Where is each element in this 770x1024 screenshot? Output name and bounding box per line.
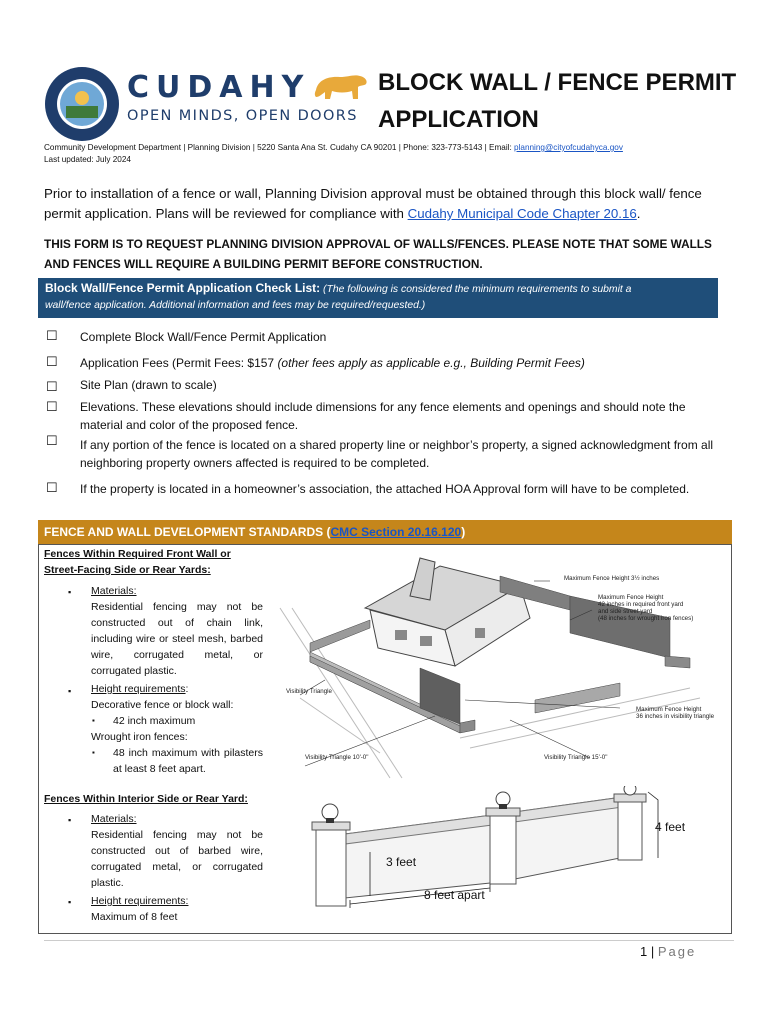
- sub-bullet-decorative: ▪: [92, 716, 95, 725]
- bullet-interior-materials: ▪: [68, 815, 72, 825]
- page-word: Page: [657, 944, 697, 959]
- page-number: [640, 944, 696, 959]
- checklist-subtitle-b: wall/fence application. Additional information and fees may be required/requested.): [45, 300, 426, 311]
- logo-wordmark: CUDAHY: [127, 70, 311, 105]
- label-vis-15: Visibility Triangle 15'-0": [544, 754, 608, 761]
- front-height-label-line: [91, 681, 263, 697]
- city-seal-logo: [44, 66, 120, 142]
- checklist-item-6: If the property is located in a homeowner’s association, the attached HOA Approval form will have to be completed.: [80, 482, 690, 496]
- decorative-label: Decorative fence or block wall:: [91, 699, 234, 711]
- label-max-front-d: (48 inches for wrought iron fences): [598, 615, 694, 622]
- label-max-vis-a: Maximum Fence Height: [636, 706, 702, 713]
- checklist-title: Block Wall/Fence Permit Application Check List:: [45, 281, 321, 295]
- bullet-interior-height: ▪: [68, 897, 72, 907]
- checklist-item-1: Complete Block Wall/Fence Permit Application: [80, 330, 327, 344]
- house-drawing: [365, 558, 530, 666]
- pilaster-right: [614, 786, 646, 860]
- label-vis-10: Visibility Triangle 10'-0": [305, 754, 369, 761]
- label-3-feet: 3 feet: [386, 855, 417, 869]
- footer-rule: [44, 940, 734, 941]
- checklist-item-5: If any portion of the fence is located on a shared property line or neighbor’s property, a signed acknowledgment from all neighboring property owners affected is required to be completed.: [80, 438, 714, 470]
- label-max-front-a: Maximum Fence Height: [598, 594, 664, 601]
- cmc-section-link[interactable]: CMC Section 20.16.120: [330, 525, 462, 539]
- sub-bullet-wrought: ▪: [92, 748, 95, 757]
- checklist-subtitle-a: (The following is considered the minimum requirements to submit a: [320, 284, 632, 295]
- bullet-height: ▪: [68, 686, 72, 696]
- checklist-title-line: [45, 281, 631, 295]
- label-max-vis-b: 36 inches in visibility triangle: [636, 713, 715, 720]
- municipal-code-link[interactable]: Cudahy Municipal Code Chapter 20.16: [407, 206, 637, 221]
- fence-height-diagram: [270, 548, 730, 786]
- bear-icon: [312, 70, 370, 104]
- checkbox-6[interactable]: ☐: [46, 480, 58, 495]
- front-materials-label: Materials:: [91, 585, 137, 597]
- bullet-materials: ▪: [68, 587, 72, 597]
- standards-title-text: FENCE AND WALL DEVELOPMENT STANDARDS (: [44, 525, 331, 539]
- wrought-max: 48 inch maximum with pilasters at least 8 feet apart.: [113, 747, 263, 775]
- standards-title: [44, 525, 465, 539]
- email-link[interactable]: planning@cityofcudahyca.gov: [514, 143, 623, 152]
- checklist-item-2-note: (other fees apply as applicable e.g., Building Permit Fees): [277, 356, 585, 370]
- checklist-item-2: [80, 354, 720, 372]
- standards-banner: [38, 520, 732, 544]
- wall-pilaster-diagram: [300, 786, 690, 916]
- decorative-max: 42 inch maximum: [113, 715, 196, 727]
- checklist-item-4: Elevations. These elevations should include dimensions for any fence elements and openings and should note the material and color of the proposed fence.: [80, 400, 686, 432]
- checklist-banner: [38, 278, 718, 318]
- notice-paragraph: THIS FORM IS TO REQUEST PLANNING DIVISION APPROVAL OF WALLS/FENCES. PLEASE NOTE THAT SOME WALLS AND FENCES WILL REQUIRE A BUILDING PERMIT BEFORE CONSTRUCTION.: [44, 237, 712, 271]
- label-max-height: Maximum Fence Height 3½ inches: [564, 575, 660, 582]
- page-title-line2: APPLICATION: [378, 106, 539, 133]
- checkbox-1[interactable]: ☐: [46, 328, 58, 343]
- front-materials-text: Residential fencing may not be constructed out of chain link, including wire or steel mesh, barbed wire, corrugated metal, or corrugated plastic.: [91, 601, 263, 677]
- front-yard-heading-2: Street-Facing Side or Rear Yards:: [44, 564, 211, 576]
- contact-text: Community Development Department | Planning Division | 5220 Santa Ana St. Cudahy CA 90201 | Phone: 323-773-5143 | Email:: [44, 143, 515, 152]
- interior-materials-label: Materials:: [91, 813, 137, 825]
- label-max-front-c: and side street yard: [598, 608, 653, 615]
- interior-yard-heading: Fences Within Interior Side or Rear Yard:: [44, 793, 248, 805]
- front-height-colon: :: [185, 683, 189, 695]
- intro-paragraph: [44, 184, 734, 224]
- interior-height-text: Maximum of 8 feet: [91, 911, 178, 923]
- intro-end: .: [636, 206, 641, 221]
- page-sep: |: [647, 944, 658, 959]
- label-vis-triangle: Visibility Triangle: [286, 688, 332, 695]
- checkbox-3[interactable]: ☐: [46, 379, 58, 394]
- interior-materials-text: Residential fencing may not be constructed out of barbed wire, corrugated metal, or corrugated plastic.: [91, 829, 263, 889]
- checklist-item-3: Site Plan (drawn to scale): [80, 378, 217, 392]
- page-title-line1: BLOCK WALL / FENCE PERMIT: [378, 69, 737, 96]
- pilaster-left: [312, 804, 350, 906]
- standards-title-end: ): [461, 525, 466, 539]
- page-num: 1: [640, 944, 648, 959]
- label-4-feet: 4 feet: [655, 820, 686, 834]
- checklist-item-2-text: Application Fees (Permit Fees: $157: [80, 356, 278, 370]
- front-height-label: Height requirements: [91, 683, 186, 695]
- interior-height-label: Height requirements:: [91, 895, 189, 907]
- label-8-feet-apart: 8 feet apart: [424, 888, 485, 902]
- intro-text: Prior to installation of a fence or wall, Planning Division approval must be obtained through this block wall/ fence permit application. Plans will be reviewed for compliance with: [44, 186, 702, 221]
- wrought-label: Wrought iron fences:: [91, 731, 188, 743]
- checkbox-4[interactable]: ☐: [46, 399, 58, 414]
- label-max-front-b: 42 inches in required front yard: [598, 601, 684, 608]
- checkbox-2[interactable]: ☐: [46, 354, 58, 369]
- front-yard-heading-1: Fences Within Required Front Wall or: [44, 548, 231, 560]
- contact-line: [44, 143, 623, 152]
- logo-tagline: OPEN MINDS, OPEN DOORS: [127, 108, 358, 124]
- checkbox-5[interactable]: ☐: [46, 433, 58, 448]
- last-updated: Last updated: July 2024: [44, 155, 131, 164]
- pilaster-middle: [486, 792, 520, 884]
